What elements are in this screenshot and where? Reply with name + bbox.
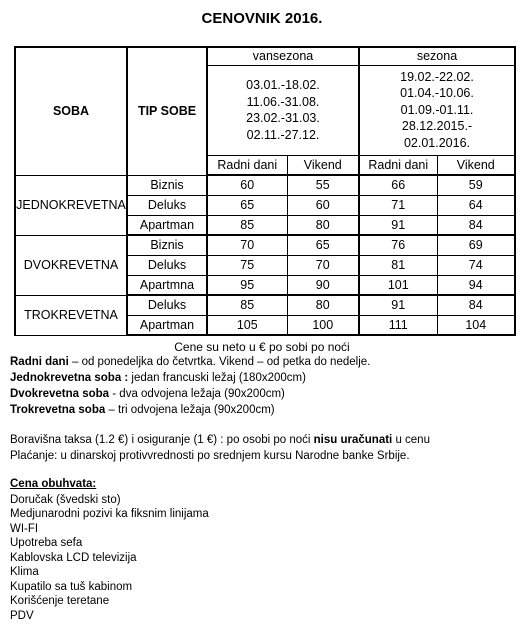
price-cell: 59	[437, 175, 515, 195]
period: 01.04.-10.06.	[400, 86, 474, 101]
price-table	[14, 46, 516, 336]
price-cell: 60	[287, 195, 359, 215]
price-cell: 60	[207, 175, 287, 195]
room-type: Deluks	[127, 255, 207, 275]
definition-line	[10, 370, 370, 386]
definition-text: jedan francuski ležaj (180x200cm)	[128, 372, 306, 384]
price-cell: 90	[287, 275, 359, 295]
header-vansezona: vansezona	[207, 47, 359, 65]
definition-line	[10, 354, 370, 370]
price-cell: 100	[287, 315, 359, 335]
price-cell: 84	[437, 295, 515, 315]
price-cell: 94	[437, 275, 515, 295]
period: 02.11.-27.12.	[246, 127, 320, 142]
period: 01.09.-01.11.	[400, 102, 474, 117]
price-cell: 75	[207, 255, 287, 275]
group-name: JEDNOKREVETNA	[15, 175, 127, 235]
room-type: Deluks	[127, 295, 207, 315]
price-cell: 85	[207, 215, 287, 235]
definition-term: Trokrevetna soba	[10, 404, 106, 416]
includes	[10, 477, 209, 623]
price-cell: 74	[437, 255, 515, 275]
tax-info	[10, 432, 430, 464]
price-cell: 95	[207, 275, 287, 295]
period: 19.02.-22.02.	[400, 69, 474, 84]
price-cell: 64	[437, 195, 515, 215]
group-name: DVOKREVETNA	[15, 235, 127, 295]
definition-line	[10, 386, 370, 402]
header-sezona: sezona	[359, 47, 515, 65]
price-cell: 66	[359, 175, 437, 195]
list-item: Korišćenje teretane	[10, 595, 110, 607]
tax-line: Boravišna taksa (1.2 €) i osiguranje (1 €) : po osobi po noći nisu uračunati u cenu	[10, 434, 430, 446]
page-title: CENOVNIK 2016.	[201, 10, 323, 27]
room-type: Apartman	[127, 315, 207, 335]
price-cell: 101	[359, 275, 437, 295]
definition-term: Jednokrevetna soba :	[10, 372, 129, 384]
price-cell: 80	[287, 215, 359, 235]
definition-term: Dvokrevetna soba	[10, 388, 110, 400]
price-cell: 65	[287, 235, 359, 255]
price-cell: 84	[437, 215, 515, 235]
period: 23.02.-31.03.	[246, 111, 320, 125]
price-cell: 71	[359, 195, 437, 215]
price-cell: 85	[207, 295, 287, 315]
definition-line	[10, 402, 370, 418]
list-item: Medjunarodni pozivi ka fiksnim linijama	[10, 508, 209, 520]
list-item: Doručak (švedski sto)	[10, 493, 121, 506]
definition-text: – od ponedeljka do četvrtka. Vikend – od petka do nedelje.	[68, 356, 371, 368]
price-cell: 105	[207, 315, 287, 335]
header-vikend: Vikend	[287, 155, 359, 175]
price-cell: 104	[437, 315, 515, 335]
room-type: Apartmna	[127, 275, 207, 295]
room-type: Biznis	[127, 235, 207, 255]
price-cell: 76	[359, 235, 437, 255]
definitions	[10, 354, 370, 418]
period: 02.01.2016.	[403, 135, 471, 150]
list-item: Kablovska LCD televizija	[10, 551, 137, 564]
period: 03.01.-18.02.	[246, 78, 320, 92]
room-type: Apartman	[127, 215, 207, 235]
room-type: Deluks	[127, 195, 207, 215]
header-vikend: Vikend	[437, 155, 515, 175]
price-note: Cene su neto u € po sobi po noći	[174, 340, 350, 354]
price-cell: 70	[287, 255, 359, 275]
includes-heading: Cena obuhvata:	[10, 478, 97, 490]
header-tip-sobe: TIP SOBE	[127, 47, 207, 175]
price-cell: 80	[287, 295, 359, 315]
group-name: TROKREVETNA	[15, 295, 127, 335]
vansezona-periods	[207, 65, 359, 155]
period: 11.06.-31.08.	[246, 94, 320, 109]
price-cell: 69	[437, 235, 515, 255]
list-item: WI-FI	[10, 522, 39, 535]
room-type: Biznis	[127, 175, 207, 195]
definition-text: – tri odvojena ležaja (90x200cm)	[105, 404, 275, 416]
list-item: PDV	[10, 609, 34, 622]
table-row	[15, 295, 515, 315]
payment-line: Plaćanje: u dinarskoj protivvrednosti po srednjem kursu Narodne banke Srbije.	[10, 450, 410, 462]
list-item: Kupatilo sa tuš kabinom	[10, 580, 133, 593]
list-item: Klima	[10, 566, 39, 578]
table-row	[15, 235, 515, 255]
price-cell: 65	[207, 195, 287, 215]
tax-not-included: nisu uračunati	[313, 434, 393, 446]
sezona-periods	[359, 65, 515, 155]
definition-term: Radni dani	[10, 356, 69, 368]
header-radni-dani: Radni dani	[207, 155, 287, 175]
definition-text: - dva odvojena ležaja (90x200cm)	[109, 388, 285, 400]
price-cell: 111	[359, 315, 437, 335]
price-cell: 91	[359, 215, 437, 235]
list-item: Upotreba sefa	[10, 537, 83, 549]
period: 28.12.2015.-	[401, 119, 473, 134]
price-cell: 81	[359, 255, 437, 275]
price-cell: 70	[207, 235, 287, 255]
price-cell: 55	[287, 175, 359, 195]
price-cell: 91	[359, 295, 437, 315]
table-row	[15, 175, 515, 195]
header-radni-dani: Radni dani	[359, 155, 437, 175]
header-soba: SOBA	[15, 47, 127, 175]
